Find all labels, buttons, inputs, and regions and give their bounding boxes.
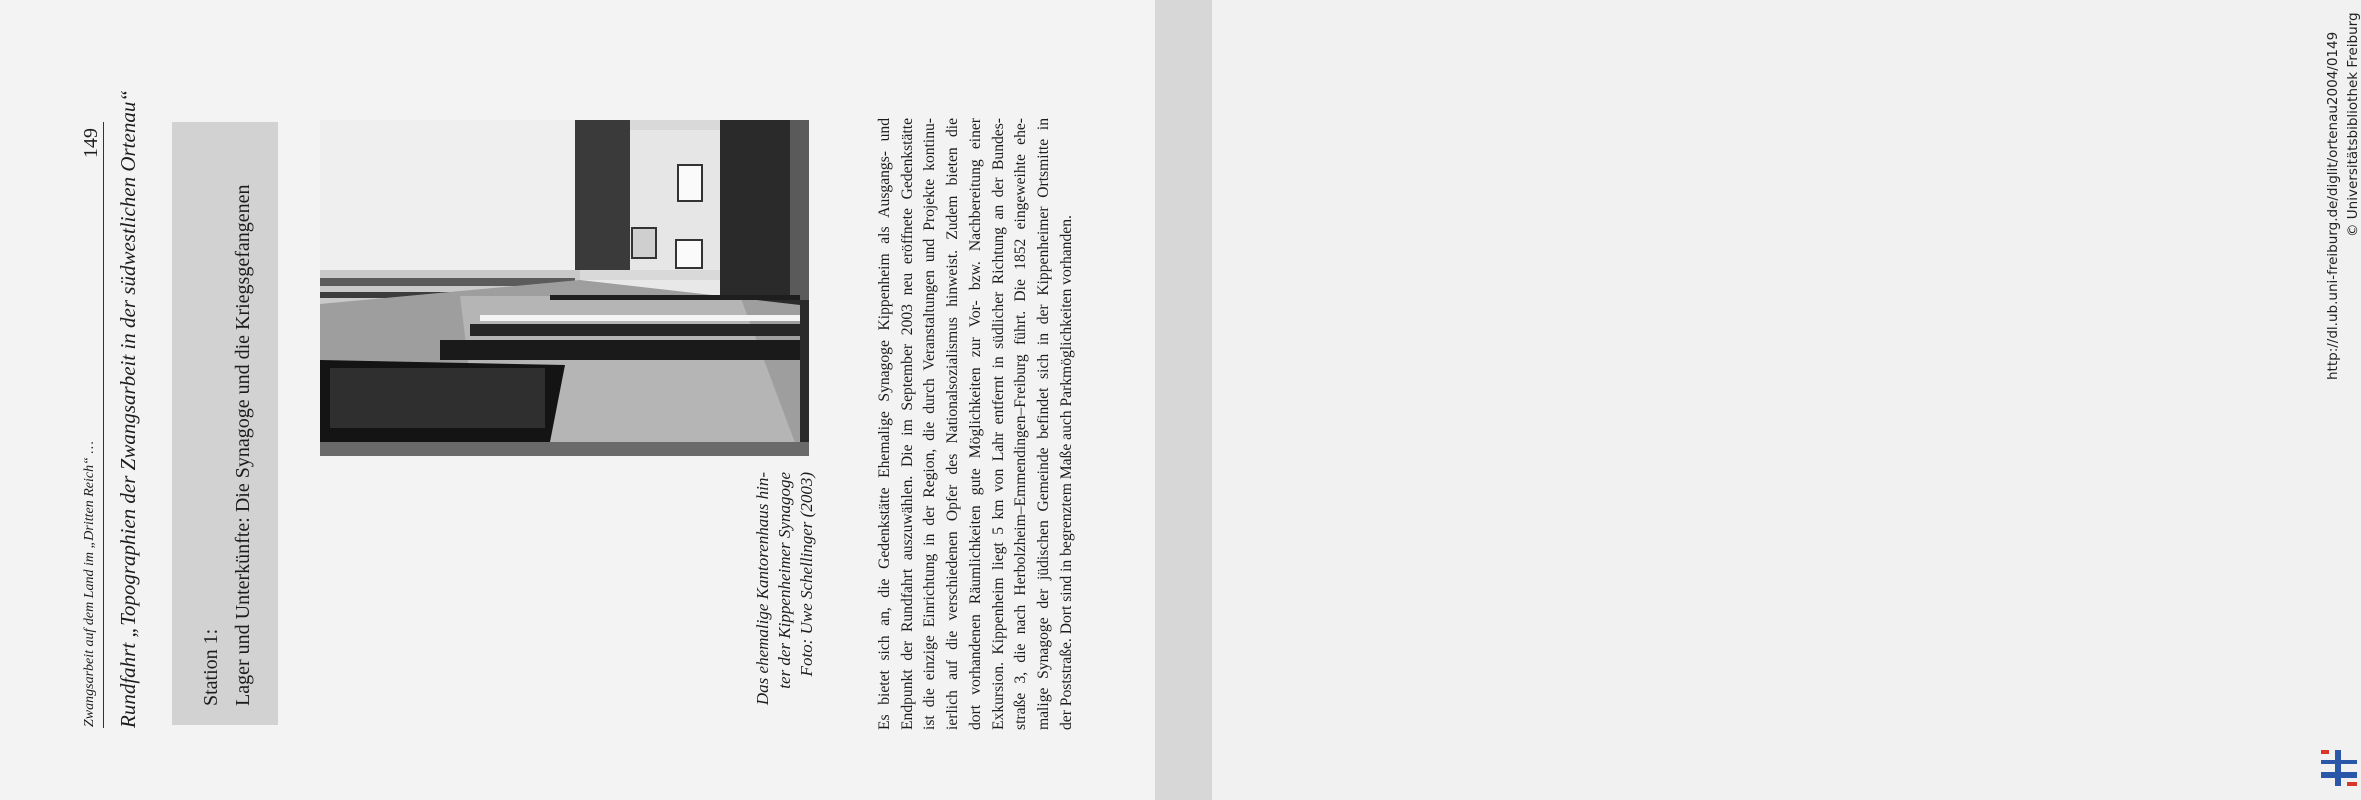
body-line: ierlich auf die verschiedenen Opfer des Nationalsozialismus hinweist. Zudem bieten die [944,118,962,730]
document-page [0,0,1155,800]
caption-line: ter der Kippenheimer Synagoge [775,472,794,689]
header-rule [103,122,104,728]
body-line: ist die einzige Einrichtung in der Region, die durch Veranstaltungen und Projekte kontinu- [921,118,939,730]
body-paragraph [874,118,1078,730]
body-line: straße 3, die nach Herbolzheim–Emmendingen–Freiburg führt. Die 1852 eingeweihte ehe- [1012,118,1030,730]
body-line: Exkursion. Kippenheim liegt 5 km von Lahr entfernt in südlicher Richtung an der Bundes- [989,118,1007,730]
ub-freiburg-logo-icon[interactable] [2317,748,2361,788]
photo-caption [752,472,818,722]
caption-line: Das ehemalige Kantorenhaus hin- [753,472,772,706]
body-line: der Poststraße. Dort sind in begrenztem Maße auch Parkmöglichkeiten vorhanden. [1057,215,1075,730]
library-sidebar [1155,0,2361,800]
source-url-link[interactable]: http://dl.ub.uni-freiburg.de/diglit/ortenau2004/0149 [2325,31,2341,380]
building-photo-icon [320,120,809,456]
station-label: Station 1: [200,628,222,706]
copyright-note: © Universitätsbibliothek Freiburg [2345,12,2361,237]
body-line: Es bietet sich an, die Gedenkstätte Ehemalige Synagoge Kippenheim als Ausgangs- und [876,118,893,730]
body-line: dort vorhandenen Räumlichkeiten gute Möglichkeiten zur Vor- bzw. Nachbereitung einer [966,118,984,730]
section-title: Rundfahrt „Topographien der Zwangsarbeit in der südwestlichen Ortenau“ [116,89,140,728]
caption-line: Foto: Uwe Schellinger (2003) [797,472,816,677]
station-title: Lager und Unterkünfte: Die Synagoge und die Kriegsgefangenen [232,184,254,706]
body-line: malige Synagoge der jüdischen Gemeinde befindet sich in der Kippenheimer Ortsmitte in [1034,118,1052,730]
station-box [172,122,278,725]
page-number: 149 [80,128,102,158]
running-head: Zwangsarbeit auf dem Land im „Dritten Reich“ … [82,441,97,727]
body-line: Endpunkt der Rundfahrt auszuwählen. Die im September 2003 neu eröffnete Gedenkstätte [898,118,916,730]
